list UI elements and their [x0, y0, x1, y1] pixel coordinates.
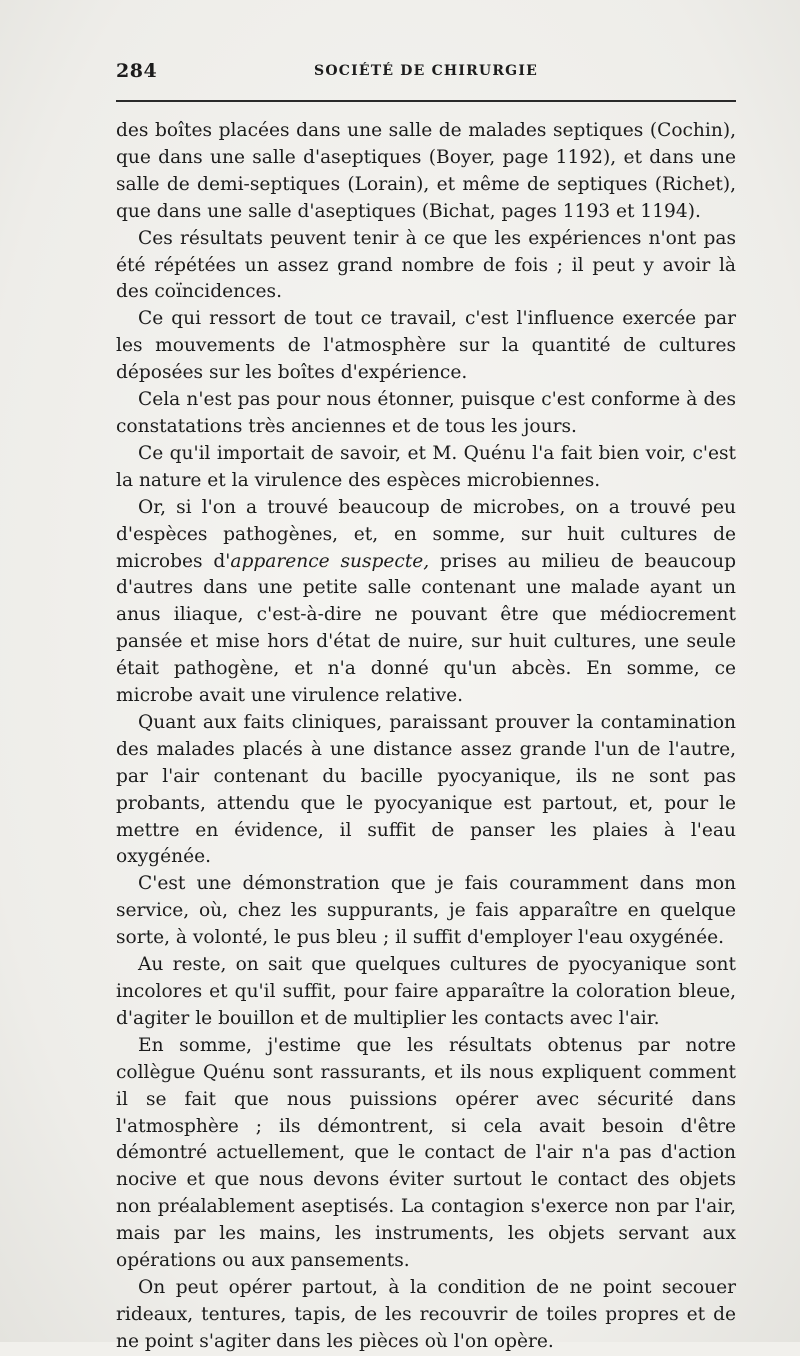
paragraph-10: En somme, j'estime que les résultats obtenus par notre collègue Quénu sont rassurants, et ils nous expliquent comment il se fait que nous puissions opérer avec sécurité dans l'atmosphère ; ils démontrent, si cela avait besoin d'être démontré actuellement, que le contact de l'air n'a pas d'action nocive et que nous devons éviter surtout le contact des objets non préalablement aseptisés. La contagion s'exerce non par l'air, mais par les mains, les instruments, les objets servant aux opérations ou aux pansements.	[116, 1034, 736, 1272]
paragraph-1: des boîtes placées dans une salle de malades septiques (Cochin), que dans une salle d'aseptiques (Boyer, page 1192), et dans une salle de demi-septiques (Lorain), et même de septiques (Richet), que dans une salle d'aseptiques (Bichat, pages 1193 et 1194).	[116, 120, 736, 222]
paragraph-4: Cela n'est pas pour nous étonner, puisque c'est conforme à des constatations très anciennes et de tous les jours.	[116, 389, 736, 437]
header-rule	[116, 100, 736, 102]
page-number: 284	[116, 60, 158, 82]
paragraph-7: Quant aux faits cliniques, paraissant prouver la contamination des malades placés à une distance assez grande l'un de l'autre, par l'air contenant du bacille pyocyanique, ils ne sont pas probants, attendu que le pyocyanique est partout, et, pour le mettre en évidence, il suffit de panser les plaies à l'eau oxygénée.	[116, 711, 736, 868]
paragraph-8: C'est une démonstration que je fais couramment dans mon service, où, chez les suppurants, je fais apparaître en quelque sorte, à volonté, le pus bleu ; il suffit d'employer l'eau oxygénée.	[116, 873, 736, 949]
paragraph-9: Au reste, on sait que quelques cultures de pyocyanique sont incolores et qu'il suffit, pour faire apparaître la coloration bleue, d'agiter le bouillon et de multiplier les contacts avec l'air.	[116, 954, 736, 1029]
paragraph-5: Ce qu'il importait de savoir, et M. Quénu l'a fait bien voir, c'est la nature et la virulence des espèces microbiennes.	[116, 442, 736, 491]
paragraph-3: Ce qui ressort de tout ce travail, c'est l'influence exercée par les mouvements de l'atmosphère sur la quantité de cultures déposées sur les boîtes d'expérience.	[116, 308, 736, 384]
running-title: SOCIÉTÉ DE CHIRURGIE	[314, 63, 538, 79]
paragraph-11: On peut opérer partout, à la condition de ne point secouer rideaux, tentures, tapis, de les recouvrir de toiles propres et de ne point s'agiter dans les pièces où l'on opère.	[116, 1276, 736, 1352]
paragraph-6-rest: prises au milieu de beaucoup d'autres dans une petite salle contenant une malade ayant un anus iliaque, c'est-à-dire ne pouvant être que médiocrement pansée et mise hors d'état de nuire, sur huit cultures, une seule était pathogène, et n'a donné qu'un abcès. En somme, ce microbe avait une virulence relative.	[116, 550, 737, 707]
paragraph-6	[116, 495, 736, 710]
paragraph-6-lead: Or, si l'on a trouvé beaucoup de microbes, on a trouvé peu d'espèces pathogènes, et, en somme, sur huit cultures de microbes d'	[116, 496, 736, 572]
paragraph-2: Ces résultats peuvent tenir à ce que les expériences n'ont pas été répétées un assez grand nombre de fois ; il peut y avoir là des coïncidences.	[116, 227, 736, 303]
paragraph-6-italic: apparence suspecte,	[230, 550, 430, 572]
page-header	[116, 60, 736, 86]
body-text	[116, 118, 736, 1356]
